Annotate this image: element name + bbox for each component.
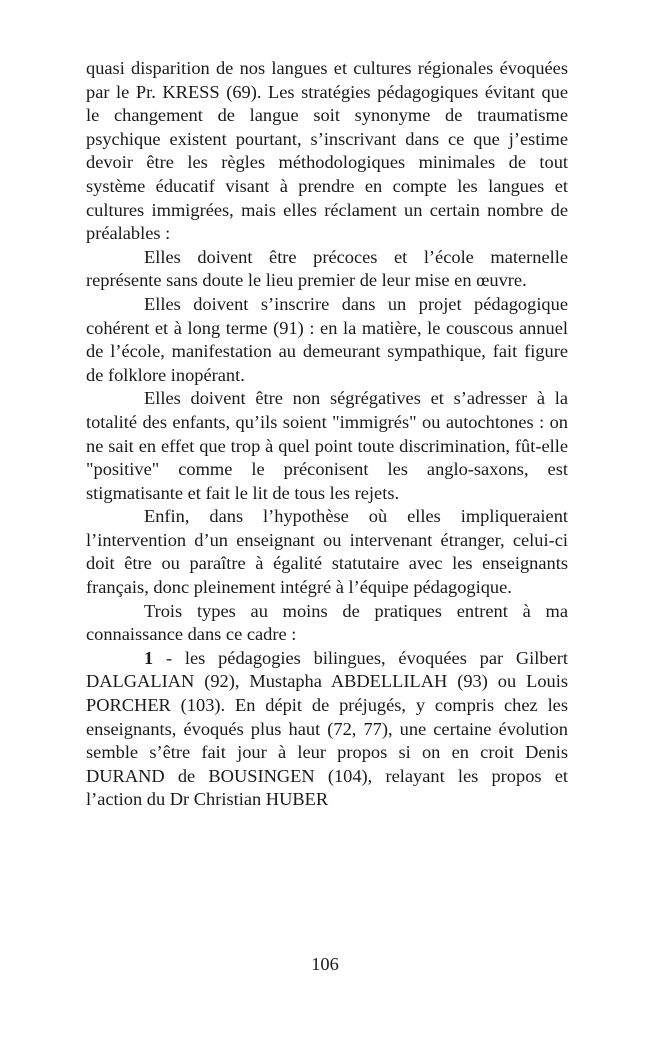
- paragraph-teacher-status: Enfin, dans l’hypothèse où elles impliqueraient l’intervention d’un enseignant ou intervenant étranger, celui-ci doit être ou paraître à égalité statutaire avec les enseignants français, donc pleinement intégré à l’équipe pédagogique.: [86, 506, 568, 598]
- body-text: [86, 57, 568, 812]
- paragraph-coherent-project: Elles doivent s’inscrire dans un projet pédagogique cohérent et à long terme (91) : en la matière, le couscous annuel de l’école, manifestation au demeurant sympathique, fait figure de folklore inopérant.: [86, 293, 568, 385]
- paragraph-preamble: quasi disparition de nos langues et cultures régionales évoquées par le Pr. KRESS (69). Les stratégies pédagogiques évitant que le changement de langue soit synonyme de traumatisme psychique existent pourtant, s’inscrivant dans ce que j’estime devoir être les règles méthodologiques minimales de tout système éducatif visant à prendre en compte les langues et cultures immigrées, mais elles réclament un certain nombre de préalables :: [86, 58, 568, 244]
- page-number: 106: [311, 954, 339, 974]
- paragraph-precocity: Elles doivent être précoces et l’école maternelle représente sans doute le lieu premier de leur mise en œuvre.: [86, 246, 568, 291]
- paragraph-bilingual-text: - les pédagogies bilingues, évoquées par Gilbert DALGALIAN (92), Mustapha ABDELLILAH (93) ou Louis PORCHER (103). En dépit de préjugés, y compris chez les enseignants, évoqués plus haut (72, 77), une certaine évolution semble s’être fait jour à leur propos si on en croit Denis DURAND de BOUSINGEN (104), relayant les propos et l’action du Dr Christian HUBER: [86, 647, 568, 810]
- paragraph-non-segregative: Elles doivent être non ségrégatives et s’adresser à la totalité des enfants, qu’ils soient "immigrés" ou autochtones : on ne sait en effet que trop à quel point toute discrimination, fût-elle "positive" comme le préconisent les anglo-saxons, est stigmatisante et fait le lit de tous les rejets.: [86, 388, 568, 503]
- paragraph-three-practices: Trois types au moins de pratiques entrent à ma connaissance dans ce cadre :: [86, 600, 568, 645]
- list-number: 1: [144, 647, 154, 668]
- paragraph-bilingual-pedagogies: [86, 647, 568, 812]
